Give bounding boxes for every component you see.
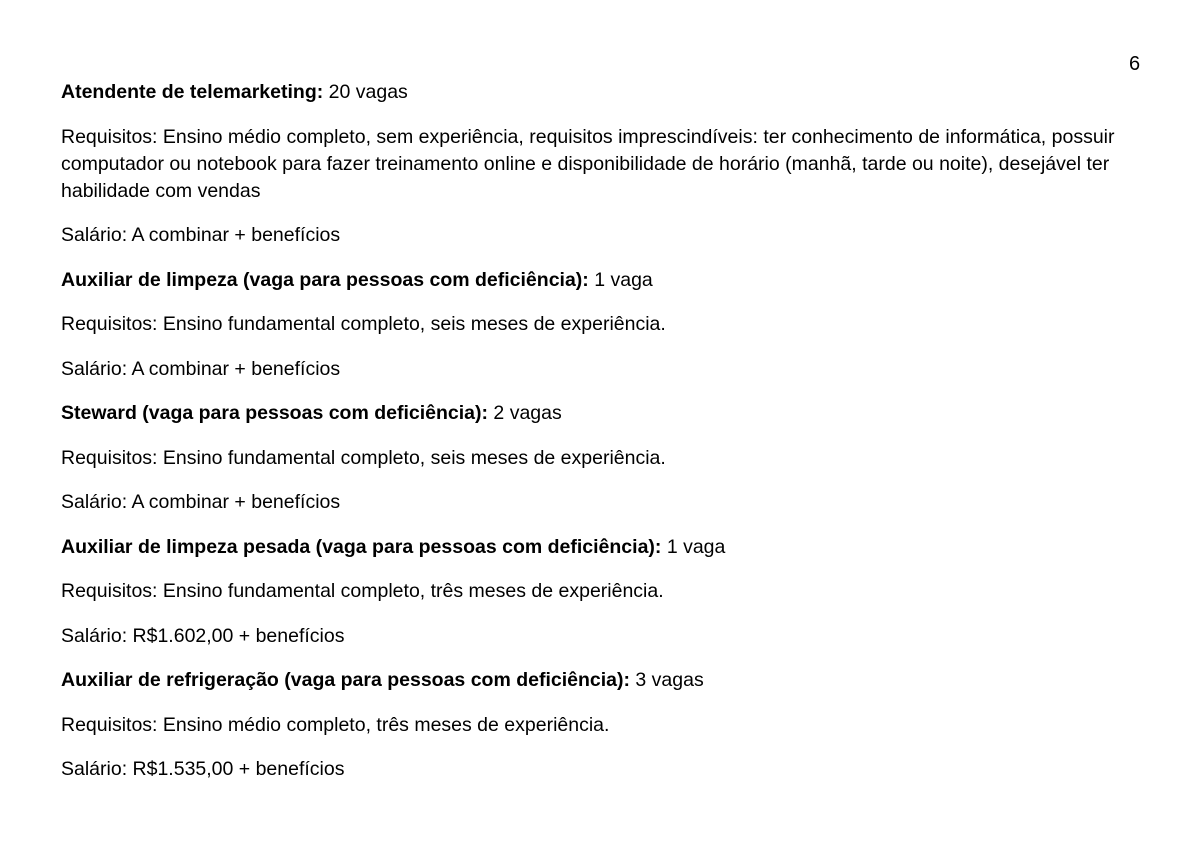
job-openings: 1 vaga (661, 535, 726, 558)
job-listing (61, 267, 1136, 383)
job-salary: Salário: A combinar + benefícios (61, 491, 341, 513)
job-listing (61, 667, 1136, 783)
job-title: Steward (vaga para pessoas com deficiência): (61, 402, 489, 424)
job-title: Atendente de telemarketing: (61, 81, 324, 103)
job-title: Auxiliar de refrigeração (vaga para pessoas com deficiência): (61, 669, 630, 691)
job-requirements: Requisitos: Ensino médio completo, sem experiência, requisitos imprescindíveis: ter conhecimento de informática, possuir computador ou notebook para fazer treinamento online e disponibilidade de horário (manhã, tarde ou noite), desejável ter habilidade com vendas (61, 125, 1115, 202)
job-openings: 3 vagas (630, 669, 704, 691)
job-requirements: Requisitos: Ensino médio completo, três meses de experiência. (61, 713, 610, 736)
job-title: Auxiliar de limpeza pesada (vaga para pessoas com deficiência): (61, 535, 662, 558)
job-heading (61, 534, 1136, 561)
job-listings (61, 79, 1136, 801)
job-salary: Salário: A combinar + benefícios (61, 224, 341, 246)
job-heading (61, 267, 1136, 294)
job-requirements: Requisitos: Ensino fundamental completo, seis meses de experiência. (61, 446, 666, 469)
job-openings: 20 vagas (323, 81, 408, 103)
job-title: Auxiliar de limpeza (vaga para pessoas com deficiência): (61, 268, 589, 291)
job-listing (61, 400, 1136, 516)
job-requirements: Requisitos: Ensino fundamental completo, três meses de experiência. (61, 580, 664, 602)
job-listing (61, 534, 1136, 650)
job-heading (61, 667, 1136, 694)
job-heading (61, 79, 1136, 106)
page-number: 6 (1129, 53, 1141, 75)
job-requirements: Requisitos: Ensino fundamental completo, seis meses de experiência. (61, 313, 666, 335)
job-heading (61, 400, 1136, 427)
job-openings: 1 vaga (588, 268, 653, 291)
job-salary: Salário: A combinar + benefícios (61, 357, 341, 380)
job-salary: Salário: R$1.535,00 + benefícios (61, 758, 345, 780)
job-listing (61, 79, 1136, 249)
job-openings: 2 vagas (488, 402, 562, 424)
job-salary: Salário: R$1.602,00 + benefícios (61, 624, 345, 647)
